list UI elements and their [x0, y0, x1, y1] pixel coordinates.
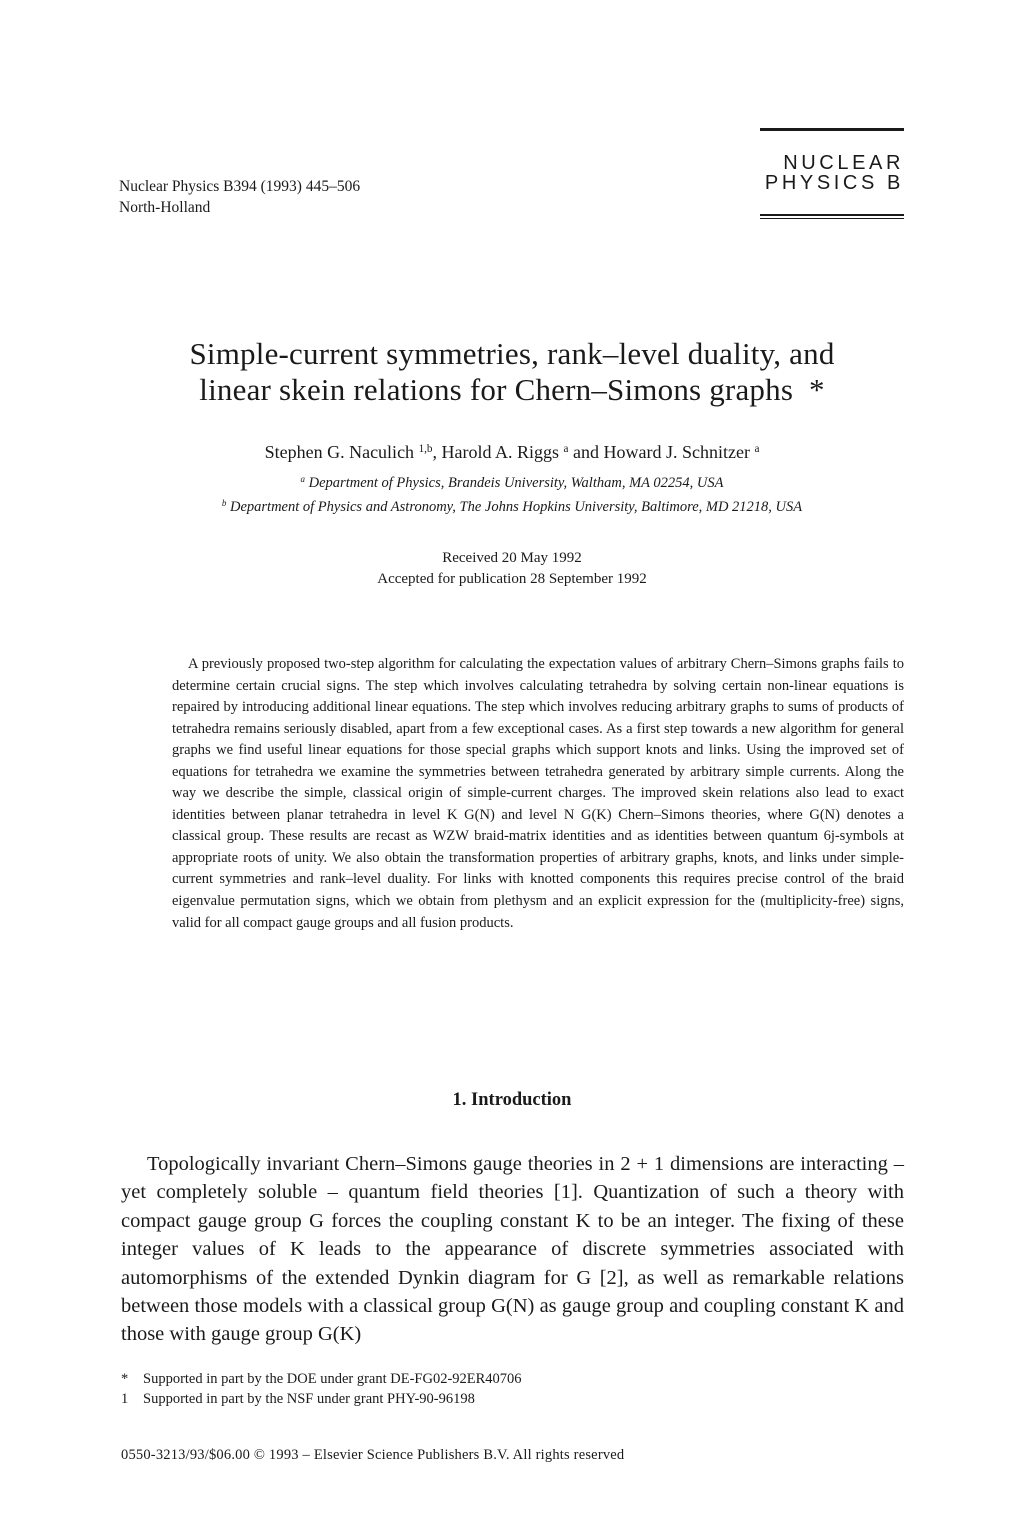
body-paragraph: Topologically invariant Chern–Simons gauge theories in 2 + 1 dimensions are interacting – yet completely soluble – quantum field theories [1]. Quantization of such a theory with compact gauge group G forces the coupling constant K to be an integer. The fixing of these integer values of K leads to the appearance of discrete symmetries associated with automorphisms of the extended Dynkin diagram for G [2], as well as remarkable relations between those models with a classical group G(N) as gauge group and coupling constant K and those with gauge group G(K)	[121, 1153, 904, 1346]
section-heading: 1. Introduction	[452, 1090, 572, 1110]
journal-line: Nuclear Physics B394 (1993) 445–506	[119, 178, 361, 195]
author-name: Harold A. Riggs	[441, 442, 560, 462]
affiliation-mark: b	[221, 498, 227, 509]
footnote	[121, 1389, 522, 1409]
affiliation-b	[112, 497, 912, 517]
author-list: Stephen G. Naculich $^{1,b}$, Harold A. Riggs $^a$ and Howard J. Schnitzer $^a$	[264, 442, 760, 462]
publication-dates	[112, 548, 912, 590]
author-name: Stephen G. Naculich	[264, 442, 415, 462]
affiliation-text: Department of Physics, Brandeis University, Waltham, MA 02254, USA	[308, 475, 724, 491]
paper-title	[112, 336, 912, 408]
title-line-1: Simple-current symmetries, rank–level duality, and	[189, 336, 835, 371]
footnote-text: Supported in part by the NSF under grant PHY-90-96198	[143, 1391, 475, 1407]
affiliation-a	[112, 473, 912, 493]
footnote-text: Supported in part by the DOE under grant DE-FG02-92ER40706	[143, 1371, 522, 1387]
title-line-2	[112, 372, 912, 408]
author-marks: a	[754, 442, 760, 455]
title-footnote-mark: *	[808, 372, 825, 407]
author-name: Howard J. Schnitzer	[603, 442, 750, 462]
footnotes	[121, 1369, 522, 1409]
footnote-mark: 1	[121, 1391, 129, 1407]
author-connector: and	[572, 442, 599, 462]
logo-top-rule	[760, 128, 904, 131]
author-marks: a	[563, 442, 569, 455]
accepted-date: Accepted for publication 28 September 1992	[377, 571, 647, 587]
author-marks: 1,b	[418, 442, 433, 455]
logo-bottom-rule-thin	[760, 218, 904, 219]
logo-line-1: NUCLEAR	[783, 152, 904, 174]
copyright-line: 0550-3213/93/$06.00 © 1993 – Elsevier Science Publishers B.V. All rights reserved	[121, 1447, 625, 1463]
footnote-mark: *	[121, 1371, 129, 1387]
logo-line-2: PHYSICS B	[764, 172, 904, 194]
journal-logo	[760, 128, 904, 219]
received-date: Received 20 May 1992	[442, 550, 582, 566]
publisher-line: North-Holland	[119, 199, 211, 216]
title-line-2-text: linear skein relations for Chern–Simons graphs	[199, 372, 794, 407]
footnote	[121, 1369, 522, 1389]
affiliation-text: Department of Physics and Astronomy, The Johns Hopkins University, Baltimore, MD 21218, USA	[229, 499, 803, 515]
abstract: A previously proposed two-step algorithm for calculating the expectation values of arbitrary Chern–Simons graphs fails to determine certain crucial signs. The step which involves calculating tetrahedra by solving certain non-linear equations is repaired by introducing additional linear equations. The step which involves reducing arbitrary graphs to sums of products of tetrahedra remains seriously disabled, apart from a few exceptional cases. As a first step towards a new algorithm for general graphs we find useful linear equations for those special graphs which support knots and links. Using the improved set of equations for tetrahedra we examine the symmetries between tetrahedra generated by arbitrary simple currents. Along the way we describe the simple, classical origin of simple-current charges. The improved skein relations also lead to exact identities between planar tetrahedra in level K G(N) and level N G(K) Chern–Simons theories, where G(N) denotes a classical group. These results are recast as WZW braid-matrix identities and as identities between quantum 6j-symbols at appropriate roots of unity. We also obtain the transformation properties of arbitrary graphs, knots, and links under simple-current symmetries and rank–level duality. For links with knotted components this requires precise control of the braid eigenvalue permutation signs, which we obtain from plethysm and an explicit expression for the (multiplicity-free) signs, valid for all compact gauge groups and all fusion products.	[172, 656, 904, 931]
journal-citation	[119, 176, 360, 218]
affiliation-mark: a	[300, 474, 306, 485]
logo-bottom-rule	[760, 214, 904, 216]
